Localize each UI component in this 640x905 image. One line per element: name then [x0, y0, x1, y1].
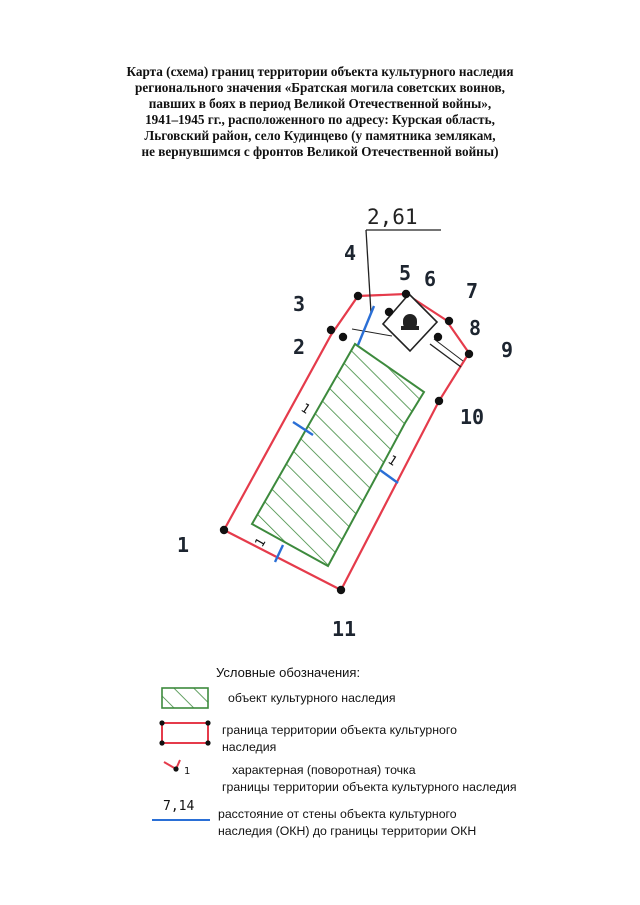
point-label-10: 10 [460, 405, 485, 429]
legend-object-label [228, 690, 396, 707]
turning-point [445, 317, 453, 325]
legend-title: Условные обозначения: [216, 665, 361, 680]
point-label-6: 6 [424, 267, 437, 291]
legend-object-sample [162, 688, 208, 708]
turning-point [465, 350, 473, 358]
point-label-4: 4 [344, 241, 357, 265]
point-label-1: 1 [177, 533, 190, 557]
distance-segment [380, 470, 398, 483]
point-label-11: 11 [332, 617, 357, 641]
turning-point [220, 526, 228, 534]
turning-point [385, 308, 393, 316]
legend-point-label [222, 762, 517, 796]
title-line: Льговский район, село Кудинцево (у памятника землякам, [144, 128, 496, 143]
monument-square [383, 294, 437, 351]
distance-leader [366, 230, 371, 313]
point-label-3: 3 [293, 292, 306, 316]
legend-distance-sample [152, 799, 210, 820]
legend-text-line: наследия [222, 740, 277, 754]
point-label-2: 2 [293, 335, 306, 359]
turning-point [434, 333, 442, 341]
legend-point-sample [164, 760, 190, 777]
title-line: павших в боях в период Великой Отечественной войны», [148, 96, 492, 111]
legend-point-number: 1 [184, 766, 191, 777]
legend-text-line: расстояние от стены объекта культурного [218, 807, 457, 821]
title-line: Карта (схема) границ территории объекта культурного наследия [126, 64, 514, 79]
fence-line [352, 329, 392, 336]
turning-point [327, 326, 335, 334]
point-label-7: 7 [466, 279, 479, 303]
legend-text-line: граница территории объекта культурного [222, 723, 457, 737]
distance-side-label: 1 [384, 452, 400, 470]
legend-text-line: границы территории объекта культурного наследия [222, 780, 517, 794]
title-line: 1941–1945 гг., расположенного по адресу: Курская область, [145, 112, 495, 127]
legend-distance-number: 7,14 [163, 799, 195, 814]
legend-text-line: наследия (ОКН) до границы территории ОКН [218, 824, 477, 838]
legend-distance-label [218, 806, 476, 840]
legend-text-line: объект культурного наследия [228, 691, 396, 705]
turning-point [337, 586, 345, 594]
point-label-5: 5 [399, 261, 412, 285]
turning-point [435, 397, 443, 405]
point-label-9: 9 [501, 338, 514, 362]
legend-text-line: характерная (поворотная) точка [232, 763, 416, 777]
point-label-8: 8 [469, 316, 482, 340]
legend-boundary-label [222, 722, 457, 756]
legend-boundary-sample [159, 720, 210, 745]
turning-point [354, 292, 362, 300]
monument-base-icon [401, 326, 419, 330]
turning-point [339, 333, 347, 341]
title-line: не вернувшимся с фронтов Великой Отечественной войны) [141, 144, 499, 159]
distance-side-label: 1 [297, 400, 313, 418]
title-line: регионального значения «Братская могила советских воинов, [135, 80, 505, 95]
distance-side-label: 1 [252, 535, 270, 550]
turning-point [402, 290, 410, 298]
distance-segment [358, 306, 374, 345]
distance-main-label: 2,61 [367, 205, 418, 229]
